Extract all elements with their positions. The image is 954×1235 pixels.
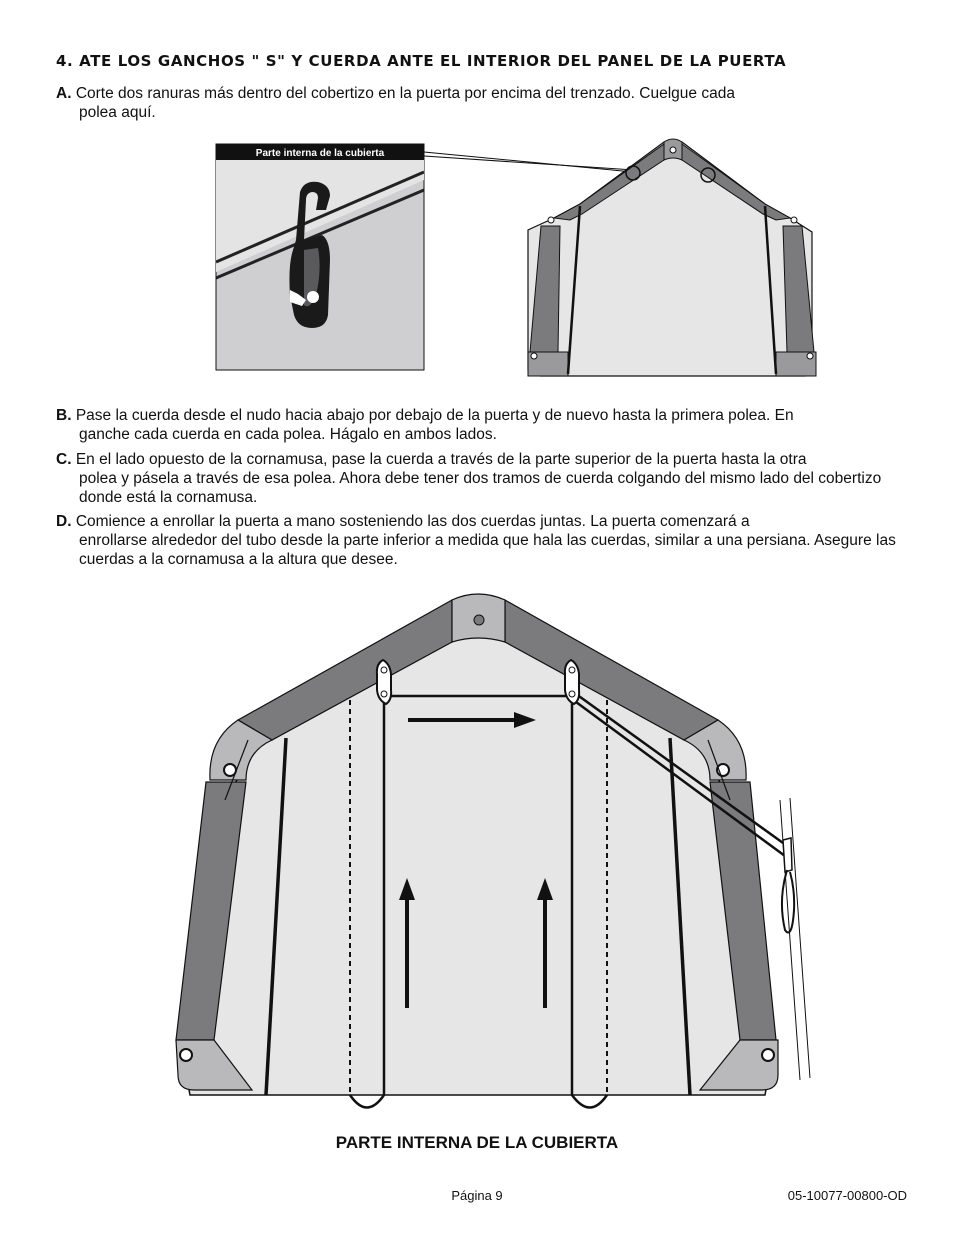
step-a xyxy=(56,84,906,122)
step-d xyxy=(56,512,906,569)
step-a-text: Corte dos ranuras más dentro del cobertizo en la puerta por encima del trenzado. Cuelgue cada xyxy=(75,85,735,102)
step-d-text: Comience a enrollar la puerta a mano sosteniendo las dos cuerdas juntas. La puerta comenzará a xyxy=(75,513,750,530)
page-number: Página 9 xyxy=(451,1188,503,1203)
figure-rope-routing xyxy=(0,590,954,1120)
step-a-text-cont: polea aquí. xyxy=(79,104,156,121)
step-a-letter: A. xyxy=(56,85,72,102)
step-d-letter: D. xyxy=(56,513,72,530)
step-d-text-cont: enrollarse alrededor del tubo desde la parte inferior a medida que hala las cuerdas, similar a una persiana. Asegure las cuerdas a la cornamusa a la altura que desee. xyxy=(79,532,896,568)
inset-box xyxy=(216,144,424,370)
figure-caption: PARTE INTERNA DE LA CUBIERTA xyxy=(335,1133,619,1152)
step-b-letter: B. xyxy=(56,407,72,424)
s-hook-icon xyxy=(377,660,391,704)
step-c-letter: C. xyxy=(56,451,72,468)
large-shed-diagram xyxy=(176,594,810,1108)
rope-routing-illustration xyxy=(0,590,954,1120)
step-c-text-cont: polea y pásela a través de esa polea. Ahora debe tener dos tramos de cuerda colgando del mismo lado del cobertizo donde está la cornamusa. xyxy=(79,470,882,506)
step-b-text-cont: ganche cada cuerda en cada polea. Hágalo en ambos lados. xyxy=(79,426,497,443)
document-code: 05-10077-00800-OD xyxy=(787,1188,907,1203)
inset-label: Parte interna de la cubierta xyxy=(255,148,385,159)
step-c-text: En el lado opuesto de la cornamusa, pase la cuerda a través de la parte superior de la puerta hasta la otra xyxy=(75,451,807,468)
cleat-icon xyxy=(780,798,810,1080)
hook-detail-illustration xyxy=(0,130,954,390)
step-c xyxy=(56,450,906,507)
figure-hook-detail xyxy=(0,130,954,390)
section-heading: 4. ATE LOS GANCHOS " S" Y CUERDA ANTE EL INTERIOR DEL PANEL DE LA PUERTA xyxy=(56,52,787,70)
step-b xyxy=(56,406,906,444)
step-b-text: Pase la cuerda desde el nudo hacia abajo por debajo de la puerta y de nuevo hasta la primera polea. En xyxy=(75,407,794,424)
s-hook-icon xyxy=(565,660,579,704)
small-shed-diagram xyxy=(528,139,816,376)
